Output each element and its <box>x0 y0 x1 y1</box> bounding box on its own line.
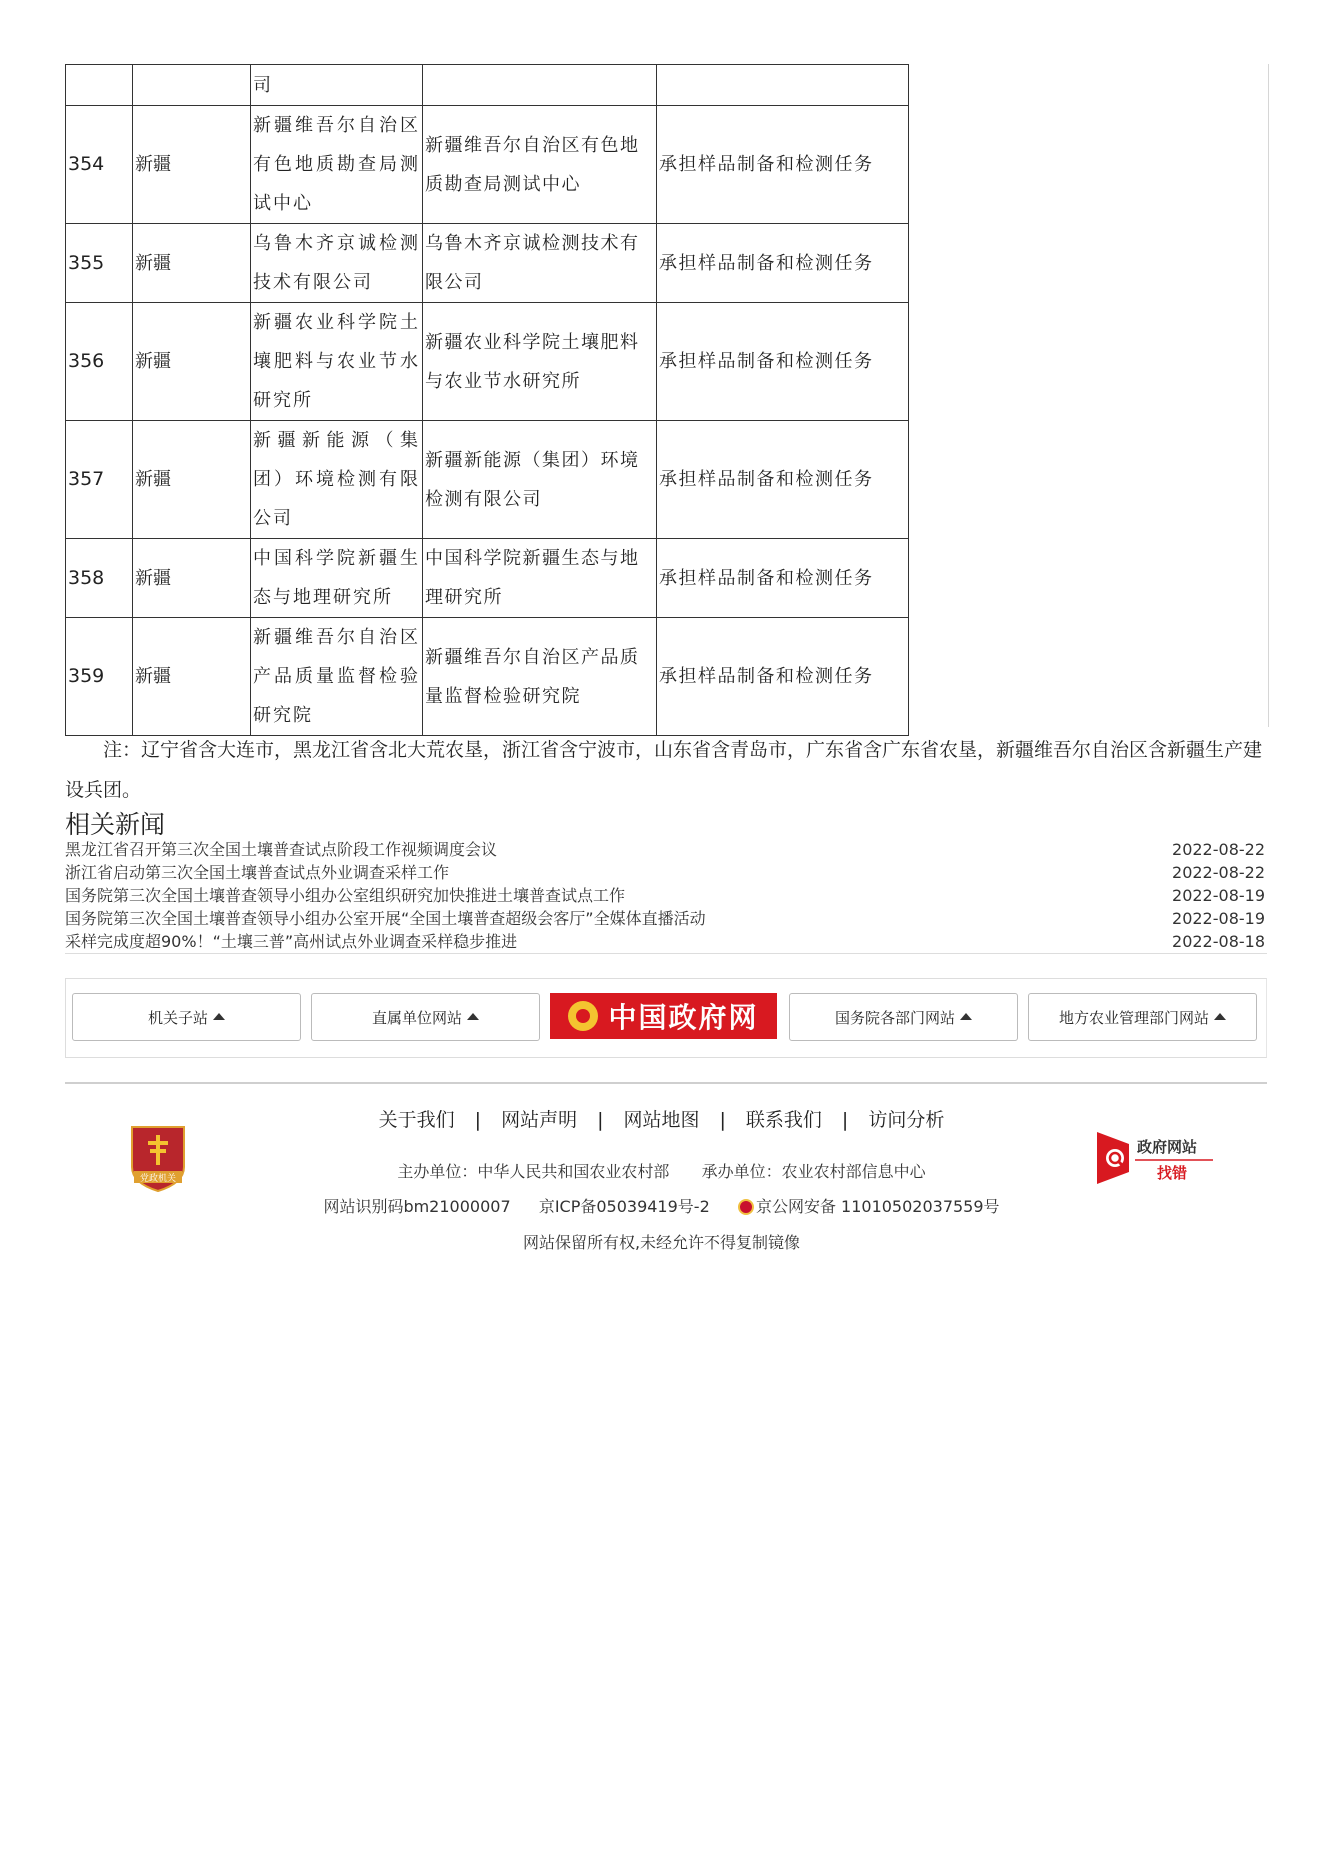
row-task: 承担样品制备和检测任务 <box>657 618 909 736</box>
footer-site-id: 网站识别码bm21000007 <box>323 1197 511 1216</box>
news-item[interactable] <box>65 884 1265 907</box>
gov-portal-link[interactable] <box>550 993 777 1039</box>
footer-separator: | <box>719 1109 726 1131</box>
badge-right-text-2: 找错 <box>1157 1164 1188 1182</box>
row-org: 新疆维吾尔自治区有色地质勘查局测试中心 <box>423 106 657 224</box>
row-unit: 中国科学院新疆生态与地理研究所 <box>251 539 423 618</box>
table-row <box>66 65 909 106</box>
row-unit: 新疆维吾尔自治区有色地质勘查局测试中心 <box>251 106 423 224</box>
footer-record-line <box>0 1194 1323 1217</box>
gov-site-error-report-icon[interactable] <box>1095 1130 1215 1186</box>
gov-portal-label: 中国政府网 <box>608 1001 759 1034</box>
footer-icp[interactable]: 京ICP备05039419号-2 <box>538 1197 710 1216</box>
national-emblem-icon <box>568 1001 598 1031</box>
results-table <box>65 64 909 736</box>
local-agri-sites-button[interactable] <box>1028 993 1257 1041</box>
footer-links <box>0 1105 1323 1132</box>
row-unit: 新疆新能源（集团）环境检测有限公司 <box>251 421 423 539</box>
related-news-list <box>65 838 1265 953</box>
row-task: 承担样品制备和检测任务 <box>657 303 909 421</box>
footer-link-contact[interactable]: 联系我们 <box>745 1109 822 1131</box>
row-org: 乌鲁木齐京诚检测技术有限公司 <box>423 224 657 303</box>
row-number: 354 <box>66 106 133 224</box>
row-unit: 新疆农业科学院土壤肥料与农业节水研究所 <box>251 303 423 421</box>
news-title[interactable]: 黑龙江省召开第三次全国土壤普查试点阶段工作视频调度会议 <box>65 840 498 859</box>
footer-link-analytics[interactable]: 访问分析 <box>868 1109 945 1131</box>
footer-separator: | <box>841 1109 849 1131</box>
caret-up-icon <box>960 1013 972 1020</box>
row-task: 承担样品制备和检测任务 <box>657 106 909 224</box>
footer-host: 主办单位：中华人民共和国农业农村部 <box>397 1162 670 1181</box>
row-number: 355 <box>66 224 133 303</box>
table-row <box>66 224 909 303</box>
nav-label: 直属单位网站 <box>371 1008 462 1027</box>
row-org: 新疆维吾尔自治区产品质量监督检验研究院 <box>423 618 657 736</box>
nav-label: 机关子站 <box>147 1008 208 1027</box>
nav-label: 国务院各部门网站 <box>834 1008 955 1027</box>
row-task: 承担样品制备和检测任务 <box>657 421 909 539</box>
news-item[interactable] <box>65 930 1265 953</box>
row-province: 新疆 <box>133 421 251 539</box>
caret-up-icon <box>1214 1013 1226 1020</box>
table-cell <box>423 65 657 106</box>
row-province: 新疆 <box>133 539 251 618</box>
divider <box>65 953 1267 954</box>
footer-copyright: 网站保留所有权,未经允许不得复制镜像 <box>522 1233 801 1252</box>
table-row <box>66 539 909 618</box>
police-badge-icon <box>738 1199 754 1215</box>
footer-link-sitemap[interactable]: 网站地图 <box>623 1109 700 1131</box>
news-title[interactable]: 采样完成度超90%！“土壤三普”高州试点外业调查采样稳步推进 <box>65 932 518 951</box>
related-news-title: 相关新闻 <box>65 810 166 839</box>
row-org: 新疆农业科学院土壤肥料与农业节水研究所 <box>423 303 657 421</box>
table-cell <box>133 65 251 106</box>
news-item[interactable] <box>65 907 1265 930</box>
affiliated-sites-button[interactable] <box>311 993 540 1041</box>
table-row <box>66 106 909 224</box>
row-org: 中国科学院新疆生态与地理研究所 <box>423 539 657 618</box>
row-task: 承担样品制备和检测任务 <box>657 224 909 303</box>
badge-right-text-1: 政府网站 <box>1137 1138 1198 1156</box>
table-cell <box>657 65 909 106</box>
table-row <box>66 303 909 421</box>
footer-link-about[interactable]: 关于我们 <box>378 1109 455 1131</box>
row-number: 359 <box>66 618 133 736</box>
table-row <box>66 421 909 539</box>
news-date: 2022-08-18 <box>1172 932 1265 951</box>
row-number: 357 <box>66 421 133 539</box>
table-note: 注：辽宁省含大连市，黑龙江省含北大荒农垦，浙江省含宁波市，山东省含青岛市，广东省含广东省农垦，新疆维吾尔自治区含新疆生产建设兵团。 <box>65 739 1263 801</box>
row-number: 358 <box>66 539 133 618</box>
footer-police[interactable]: 京公网安备 11010502037559号 <box>755 1197 1000 1216</box>
news-date: 2022-08-19 <box>1172 886 1265 905</box>
row-province: 新疆 <box>133 224 251 303</box>
news-title[interactable]: 国务院第三次全国土壤普查领导小组办公室开展“全国土壤普查超级会客厅”全媒体直播活动 <box>65 909 706 928</box>
footer-separator: | <box>474 1109 482 1131</box>
news-title[interactable]: 国务院第三次全国土壤普查领导小组办公室组织研究加快推进土壤普查试点工作 <box>65 886 626 905</box>
news-title[interactable]: 浙江省启动第三次全国土壤普查试点外业调查采样工作 <box>65 863 450 882</box>
news-date: 2022-08-19 <box>1172 909 1265 928</box>
nav-label: 地方农业管理部门网站 <box>1058 1008 1209 1027</box>
news-item[interactable] <box>65 838 1265 861</box>
caret-up-icon <box>213 1013 225 1020</box>
table-cell <box>66 65 133 106</box>
news-date: 2022-08-22 <box>1172 840 1265 859</box>
news-item[interactable] <box>65 861 1265 884</box>
row-org: 新疆新能源（集团）环境检测有限公司 <box>423 421 657 539</box>
news-date: 2022-08-22 <box>1172 863 1265 882</box>
footer-separator: | <box>597 1109 604 1131</box>
caret-up-icon <box>467 1013 479 1020</box>
row-province: 新疆 <box>133 106 251 224</box>
sub-sites-button[interactable] <box>72 993 301 1041</box>
row-number: 356 <box>66 303 133 421</box>
footer-operator: 承办单位：农业农村部信息中心 <box>701 1162 926 1181</box>
row-unit: 乌鲁木齐京诚检测技术有限公司 <box>251 224 423 303</box>
row-province: 新疆 <box>133 303 251 421</box>
footer-link-statement[interactable]: 网站声明 <box>501 1109 578 1131</box>
row-unit: 新疆维吾尔自治区产品质量监督检验研究院 <box>251 618 423 736</box>
row-task: 承担样品制备和检测任务 <box>657 539 909 618</box>
row-province: 新疆 <box>133 618 251 736</box>
divider <box>65 1082 1267 1084</box>
site-nav-bar <box>65 978 1267 1058</box>
badge-left-text: 党政机关 <box>139 1174 177 1184</box>
table-cell: 司 <box>251 65 423 106</box>
table-row <box>66 618 909 736</box>
state-council-sites-button[interactable] <box>789 993 1018 1041</box>
